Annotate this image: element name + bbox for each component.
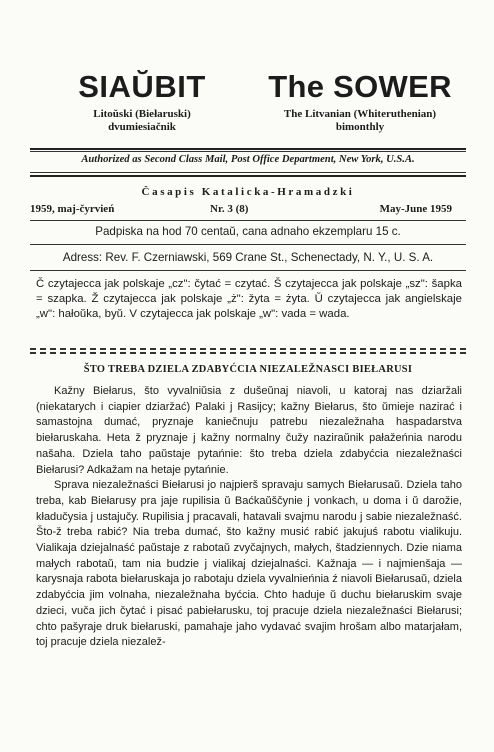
masthead-title-left: SIAŬBIT xyxy=(78,69,206,104)
masthead-subtitle-left xyxy=(50,108,234,134)
masthead-subtitle-left-line-2: dvumiesiačnik xyxy=(108,121,176,133)
postal-authorization: Authorized as Second Class Mail, Post Office Department, New York, U.S.A. xyxy=(81,154,415,165)
rule-issue xyxy=(30,220,466,221)
issue-line xyxy=(30,203,466,215)
article-heading: ŠTO TREBA DZIELA ZDABYĆCIA NIEZALEŽNASCI BIEŁARUSI xyxy=(83,364,413,375)
mailing-address: Adress: Rev. F. Czerniawski, 569 Crane St., Schenectady, N. Y., U. S. A. xyxy=(62,251,434,264)
rule-subscription xyxy=(30,244,466,245)
publication-type: Časapis Katalicka-Hramadzki xyxy=(141,186,355,198)
masthead xyxy=(30,0,466,150)
masthead-subtitle-right xyxy=(252,108,468,134)
masthead-subtitle-left-line-1: Litoŭski (Biełaruski) xyxy=(93,108,191,120)
newspaper-page xyxy=(30,0,466,649)
rule-mid-2 xyxy=(30,175,466,177)
article-paragraph: Sprava niezaležnaści Biełarusi jo najpierš spravaju samych Biełarusaŭ. Dziela taho treba, kab Biełarusy pra jaje rupilisia ŭ Baćkaŭščynie j vonkach, u doma i ŭ darožie, kładučysia j ustajučy. Rupilisia j pracavali, hatavali svajmu narodu j sabie niezaležnaść. Što-ž treba rabić? Nia treba dumać, što kažny musić rabić jakujuś rabotu vialikuju. Vialikaja dziejalnaść paŭstaje z rabotaŭ zvyčajnych, małych, štadziennych. Dzie niama małych rabotaŭ, tam nia budzie j vialikaj dziejalnaści. Kažnaja — i najmienšaja — karysnaja rabota biełaruskaja jo rabotaju dziela vyvalnieńnia ź niavoli Biełarusaŭ, dziela zdabyćcia jim volnaha, niezaležnaha byćcia. Chto haduje ŭ duchu biełaruskim svaje dzieci, vuča jich čytać i pisać pabiełarusku, toj pracuje dziela niezaležnaści Biełarusi; chto pašyraje druk biełaruski, pamahaje jaho vydavać svajim hrošam albo matarjałam, toj pracuje dziela niezalež- xyxy=(36,479,462,649)
masthead-title-right: The SOWER xyxy=(268,69,452,104)
article-body xyxy=(36,384,462,651)
masthead-subtitle-right-line-2: bimonthly xyxy=(335,121,385,133)
issue-date-english: May-June 1959 xyxy=(379,203,452,215)
subscription-price: Padpiska na hod 70 centaŭ, cana adnaho ekzemplaru 15 c. xyxy=(95,225,401,238)
rule-address xyxy=(30,270,466,271)
issue-number: Nr. 3 (8) xyxy=(210,203,249,215)
decorative-rule-2 xyxy=(30,352,466,354)
rule-top-1 xyxy=(30,148,466,150)
masthead-subtitle-right-line-1: The Litvanian (Whiteruthenian) xyxy=(283,108,437,120)
rule-mid-1 xyxy=(30,172,466,173)
article-paragraph: Kažny Biełarus, što vyvalniŭsia z dušeŭnaj niavoli, u katoraj nas dziaržali (niekatarych i ciapier dziaržać) Palaki j Rasijcy; kažny Biełarus, što ŭmieje nazirać i samastojna dumać, pryznaje kaniečnuju patrebu niezaležnaha haspadarstva biełaruskaha. Heta ž pryznaje j kažny normalny čužy naziraŭnik pałažeńnia narodu našaha. Dziela taho paŭstaje pytańnie: što treba dziela zdabyćcia niezaležnaści Biełarusi? Adkažam na hetaje pytańnie. xyxy=(36,385,462,476)
rule-top-2 xyxy=(30,151,466,152)
issue-date-local: 1959, maj-čyrvień xyxy=(30,203,115,215)
decorative-rule-1 xyxy=(30,348,466,350)
reading-guide: Č czytajecca jak polskaje „cz": čytać = czytać. Š czytajecca jak polskaje „sz": šapka = szapka. Ž czytajecca jak polskaje „ż": žyta = żyta. Ŭ czytajecca jak angielskaje „w": hałoŭka, byŭ. V czytajecca jak polskaje „w": vada = wada. xyxy=(36,278,462,320)
